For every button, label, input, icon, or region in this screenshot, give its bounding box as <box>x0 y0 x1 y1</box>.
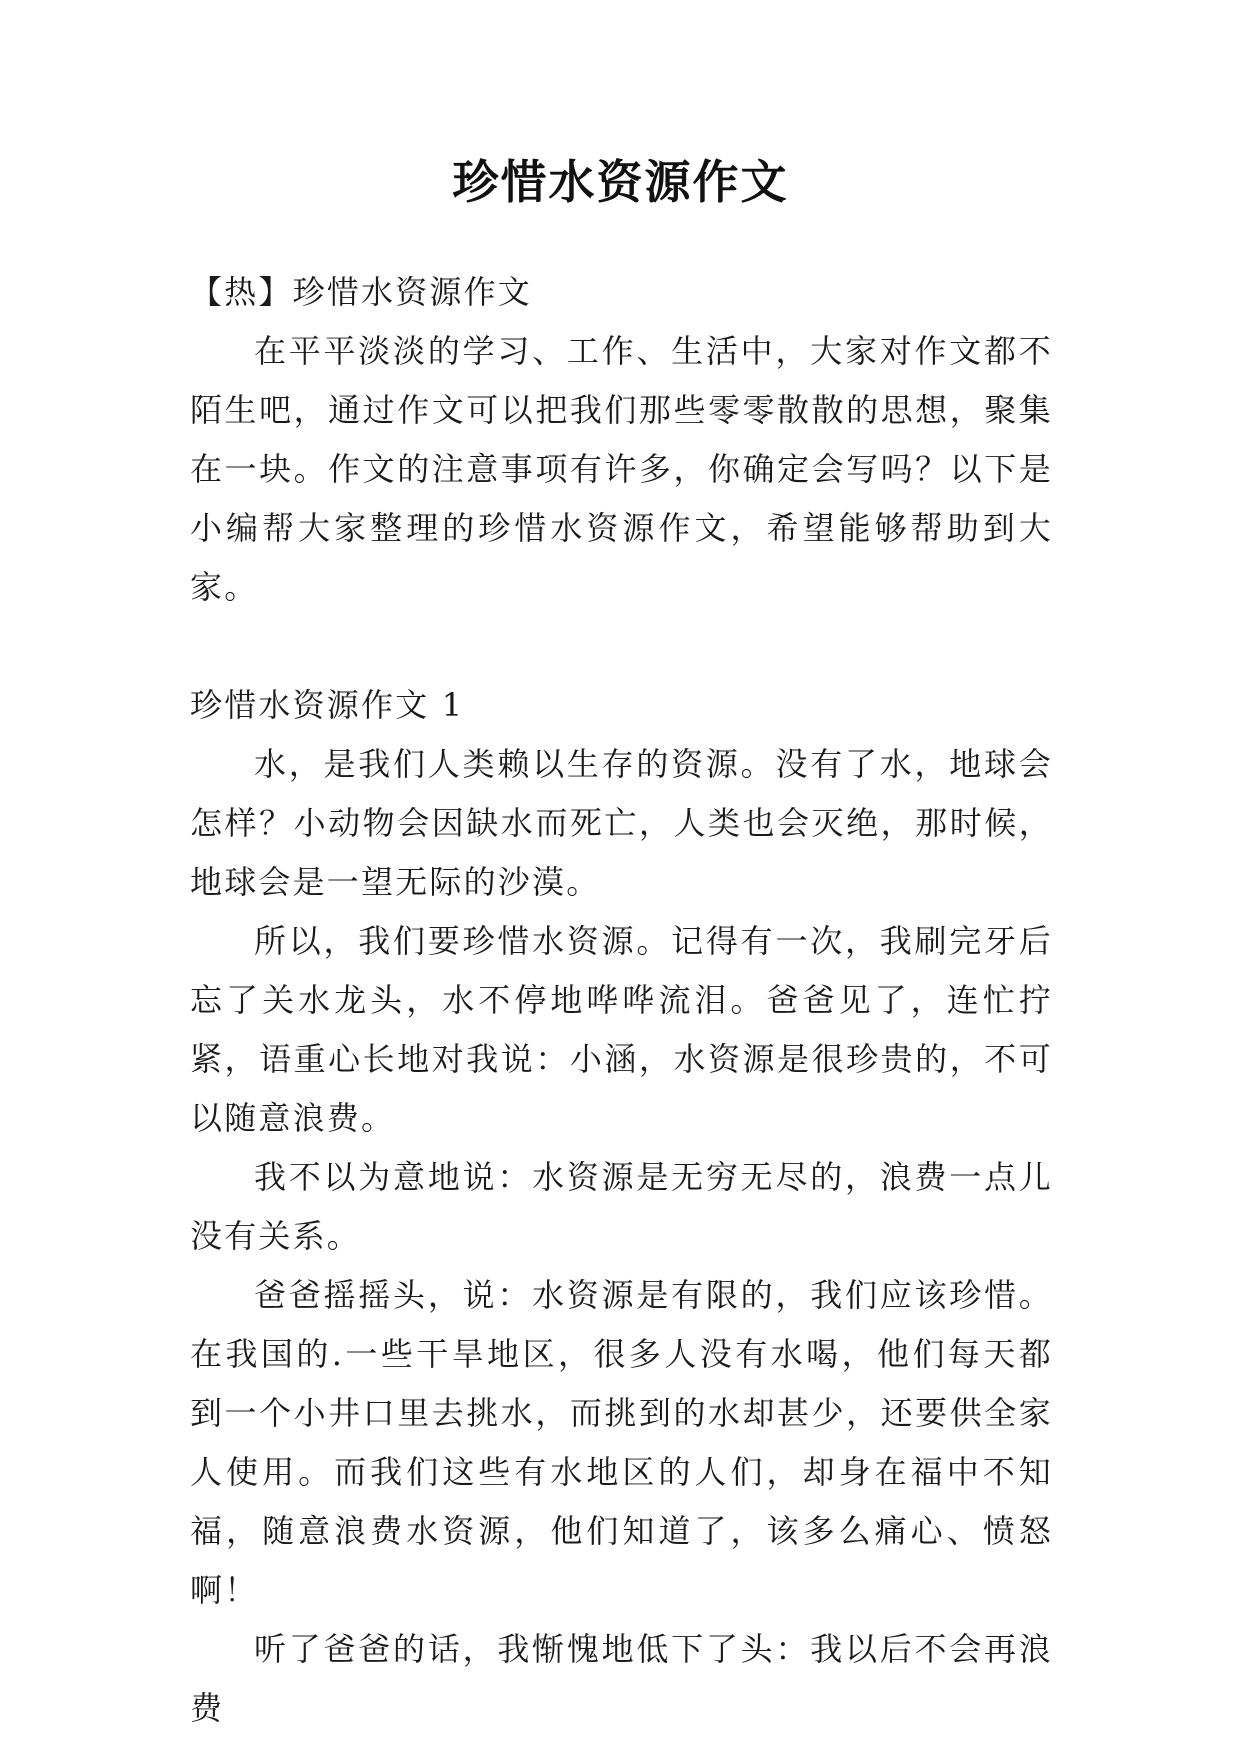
document-subtitle: 【热】珍惜水资源作文 <box>190 273 533 311</box>
body-paragraph: 所以，我们要珍惜水资源。记得有一次，我刷完牙后忘了关水龙头，水不停地哗哗流泪。爸爸见了，连忙拧紧，语重心长地对我说：小涵，水资源是很珍贵的，不可以随意浪费。 <box>190 922 1053 1137</box>
intro-paragraph: 在平平淡淡的学习、工作、生活中，大家对作文都不陌生吧，通过作文可以把我们那些零零散散的思想，聚集在一块。作文的注意事项有许多，你确定会写吗？以下是小编帮大家整理的珍惜水资源作文，希望能够帮助到大家。 <box>190 332 1053 606</box>
section-heading: 珍惜水资源作文 1 <box>190 686 465 724</box>
body-paragraph: 听了爸爸的话，我惭愧地低下了头：我以后不会再浪费 <box>190 1630 1053 1727</box>
body-paragraph: 爸爸摇摇头，说：水资源是有限的，我们应该珍惜。在我国的.一些干旱地区，很多人没有水喝，他们每天都到一个小井口里去挑水，而挑到的水却甚少，还要供全家人使用。而我们这些有水地区的人们，却身在福中不知福，随意浪费水资源，他们知道了，该多么痛心、愤怒啊！ <box>190 1276 1053 1609</box>
document-body <box>190 263 1053 1738</box>
body-paragraph: 我不以为意地说：水资源是无穷无尽的，浪费一点儿没有关系。 <box>190 1158 1053 1255</box>
body-paragraph: 水，是我们人类赖以生存的资源。没有了水，地球会怎样？小动物会因缺水而死亡，人类也会灭绝，那时候，地球会是一望无际的沙漠。 <box>190 745 1053 901</box>
document-title: 珍惜水资源作文 <box>452 155 789 209</box>
